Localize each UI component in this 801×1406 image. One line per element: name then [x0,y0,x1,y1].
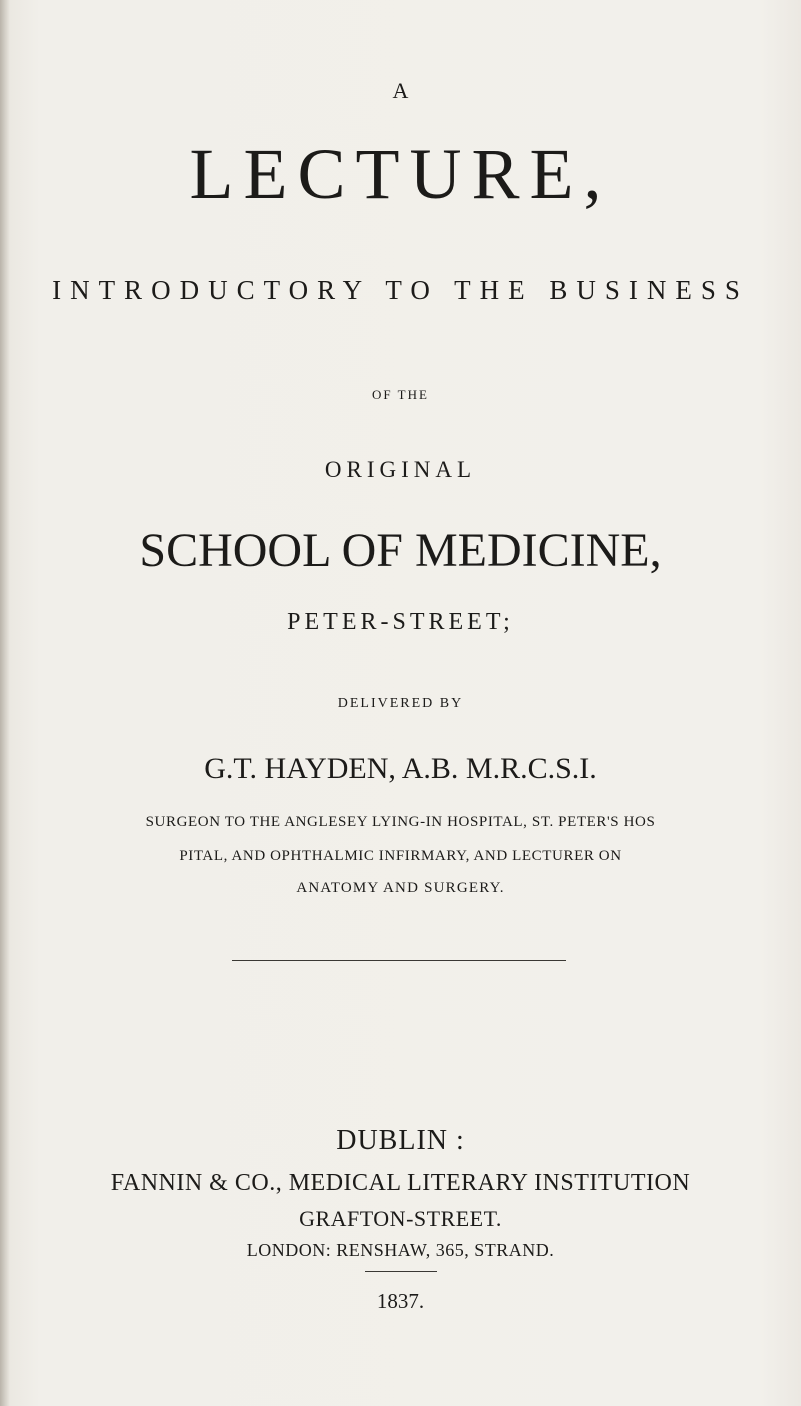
author-name: G.T. HAYDEN, A.B. M.R.C.S.I. [204,752,597,785]
street-name: PETER-STREET; [287,609,514,635]
imprint-london: LONDON: RENSHAW, 365, STRAND. [246,1240,555,1260]
subtitle-line-3: ORIGINAL [324,457,477,482]
author-titles-line-1: SURGEON TO THE ANGLESEY LYING-IN HOSPITAL, ST. PETER'S HOS [145,814,656,830]
author-titles-line-3: ANATOMY AND SURGERY. [296,880,505,896]
main-title: LECTURE, [189,134,612,214]
school-name: SCHOOL OF MEDICINE, [139,524,662,577]
subtitle-line-2: OF THE [372,387,429,402]
imprint-street: GRAFTON-STREET. [299,1206,502,1231]
delivered-by-label: DELIVERED BY [337,696,464,711]
imprint-city: DUBLIN : [336,1125,465,1156]
author-titles-line-2: PITAL, AND OPHTHALMIC INFIRMARY, AND LECTURER ON [179,848,622,864]
title-article: A [392,78,409,103]
imprint-year: 1837. [376,1289,425,1313]
subtitle-line-1: INTRODUCTORY TO THE BUSINESS [52,275,749,305]
imprint-publisher: FANNIN & CO., MEDICAL LITERARY INSTITUTION [110,1170,691,1196]
divider-rule [232,960,566,961]
year-rule [365,1271,437,1272]
